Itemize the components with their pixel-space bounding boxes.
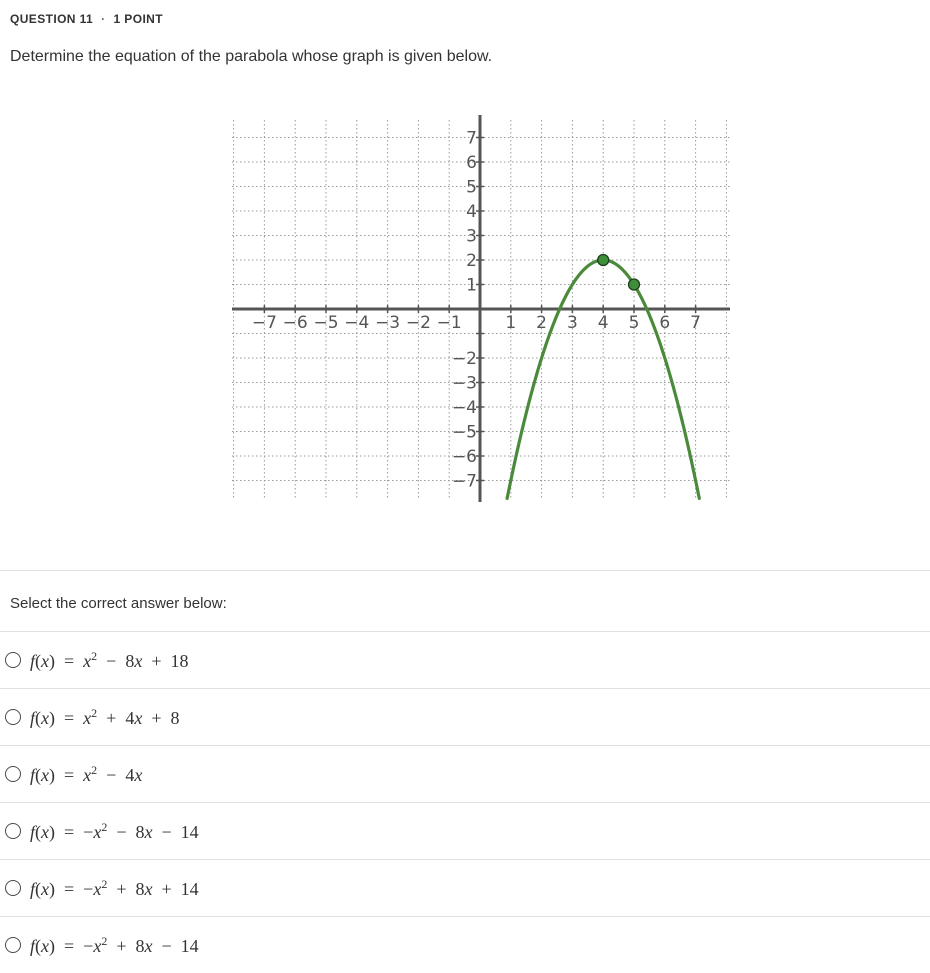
x-tick-label: 5	[628, 313, 640, 333]
plotted-point	[598, 255, 609, 266]
y-tick-label: 4	[466, 202, 477, 222]
x-tick-label: 3	[566, 313, 578, 333]
radio-button[interactable]	[5, 766, 21, 782]
y-tick-label: 5	[466, 177, 477, 198]
answer-option-3[interactable]	[0, 746, 930, 802]
y-tick-label: −5	[451, 422, 477, 443]
answer-option-2[interactable]	[0, 689, 930, 745]
answer-option-4[interactable]	[0, 803, 930, 859]
answer-option-6[interactable]	[0, 917, 930, 973]
x-tick-label: 6	[659, 313, 671, 333]
radio-button[interactable]	[5, 937, 21, 953]
question-text: Determine the equation of the parabola whose graph is given below.	[10, 48, 493, 65]
y-tick-label: 1	[466, 275, 477, 296]
radio-button[interactable]	[5, 823, 21, 839]
y-tick-label: −7	[451, 471, 477, 492]
y-tick-label: −4	[451, 398, 477, 418]
x-tick-label: −1	[436, 313, 462, 333]
x-tick-label: 1	[505, 313, 517, 333]
question-number: QUESTION 11	[10, 12, 94, 26]
parabola-curve	[507, 260, 702, 498]
x-tick-label: 2	[536, 313, 548, 333]
option-formula: $f(x) = x^2 - 4x$	[30, 762, 143, 785]
plotted-point	[629, 279, 640, 290]
y-tick-label: 7	[466, 128, 477, 149]
answer-prompt: Select the correct answer below:	[10, 595, 227, 612]
option-formula: $f(x) = -x^2 + 8x - 14$	[30, 933, 199, 956]
y-tick-label: −3	[451, 373, 477, 394]
separator-dot: ·	[101, 12, 106, 26]
divider	[0, 570, 930, 571]
y-tick-label: 2	[466, 251, 477, 271]
answer-option-5[interactable]	[0, 860, 930, 916]
option-formula: $f(x) = -x^2 - 8x - 14$	[30, 819, 199, 842]
option-formula: $f(x) = x^2 - 8x + 18$	[30, 648, 189, 671]
x-tick-label: 4	[597, 313, 609, 333]
x-tick-label: −5	[313, 313, 339, 333]
x-tick-label: −2	[405, 313, 431, 333]
radio-button[interactable]	[5, 652, 21, 668]
x-tick-label: −4	[344, 313, 370, 333]
y-tick-label: −6	[451, 447, 477, 467]
x-tick-label: −7	[251, 313, 277, 333]
y-tick-label: 6	[466, 153, 477, 173]
x-tick-label: 7	[690, 313, 702, 333]
radio-button[interactable]	[5, 880, 21, 896]
option-formula: $f(x) = -x^2 + 8x + 14$	[30, 876, 199, 899]
answer-option-1[interactable]	[0, 632, 930, 688]
option-formula: $f(x) = x^2 + 4x + 8$	[30, 705, 180, 728]
y-tick-label: 3	[466, 226, 477, 247]
x-tick-label: −6	[282, 313, 308, 333]
radio-button[interactable]	[5, 709, 21, 725]
y-tick-label: −2	[451, 349, 477, 369]
x-tick-label: −3	[375, 313, 401, 333]
question-points: 1 POINT	[113, 12, 163, 26]
